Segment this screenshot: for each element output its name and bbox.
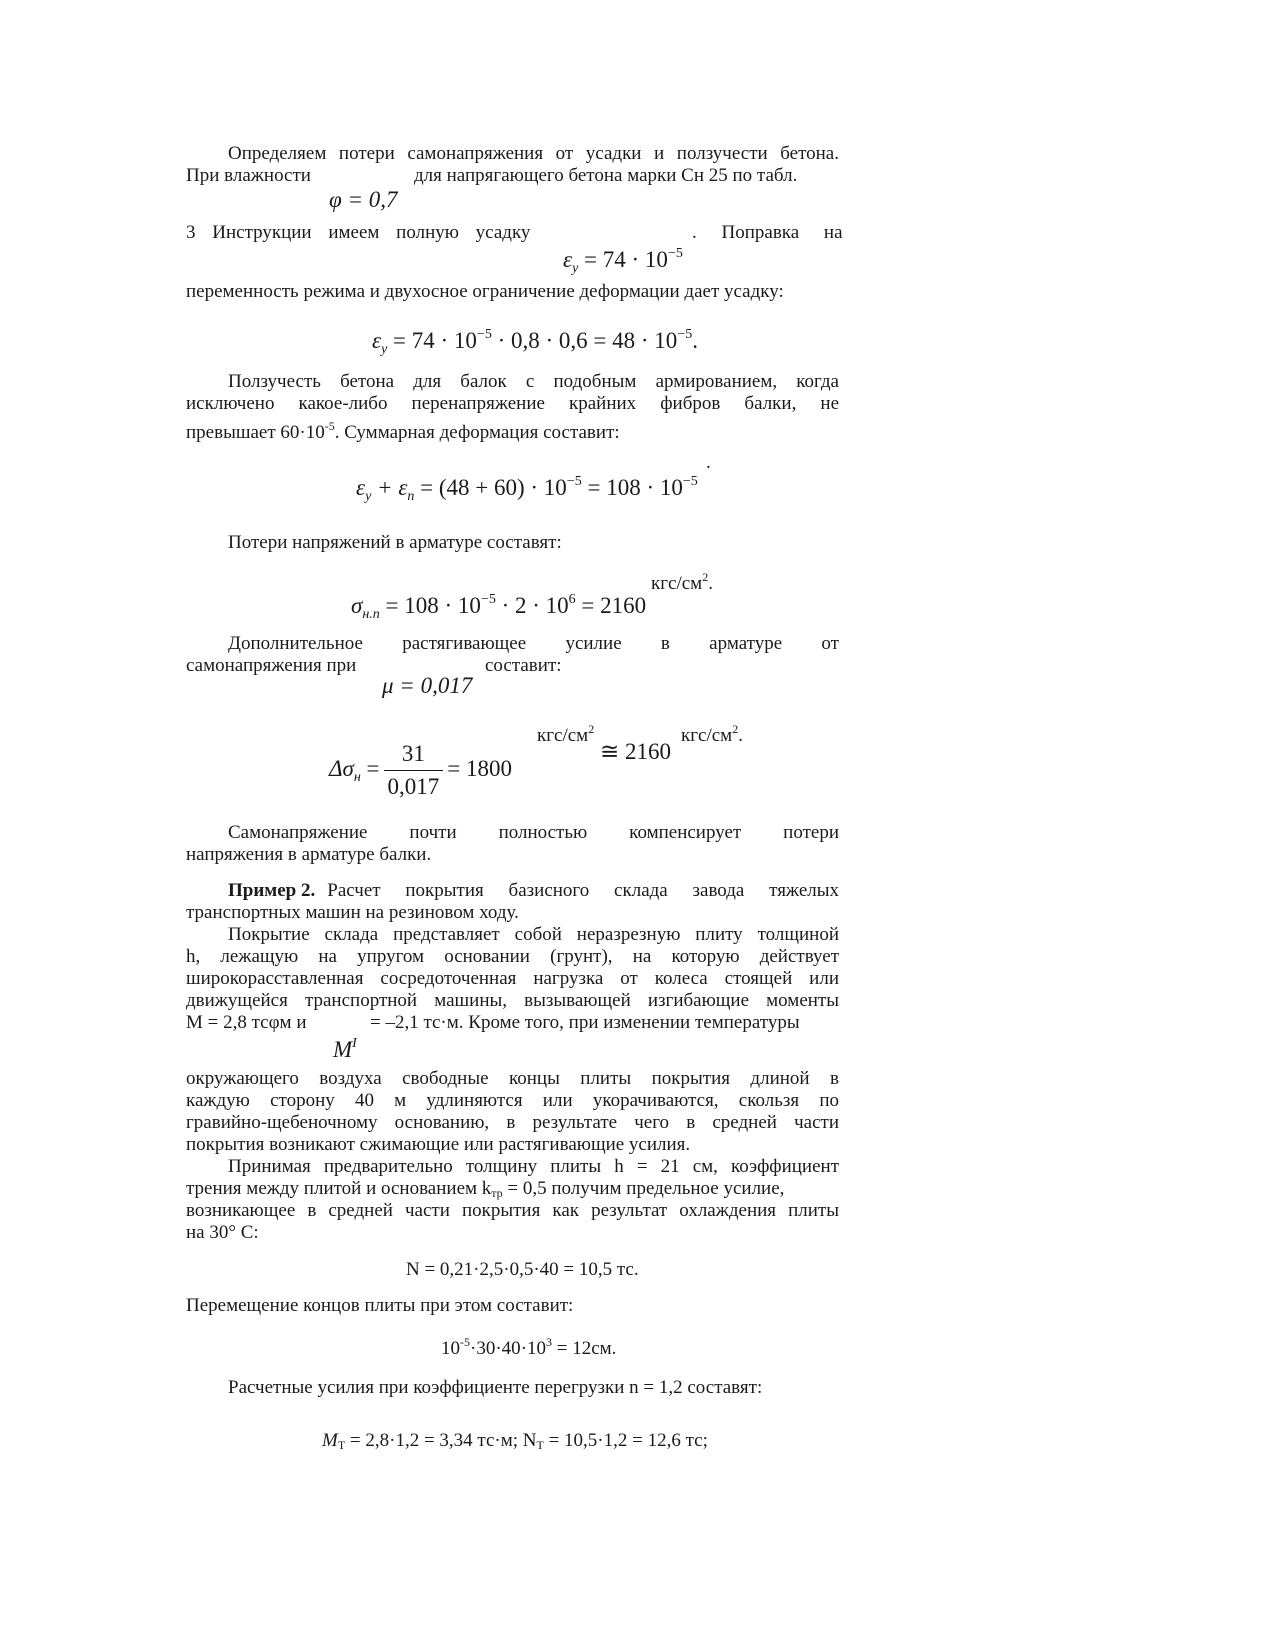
formula-text: = 74 · 10	[578, 247, 668, 272]
formula-moment	[333, 1030, 357, 1064]
text-run: кгс/см	[681, 725, 733, 746]
formula-additional-stress	[329, 740, 512, 801]
formula-text: = 74 · 10	[387, 328, 477, 353]
paragraph-line: на 30° С:	[186, 1222, 259, 1243]
paragraph-line: Самонапряжение почти полностью компенсирует потери	[228, 822, 839, 843]
superscript: -5	[324, 419, 335, 433]
paragraph-line: Дополнительное растягивающее усилие в арматуре от	[228, 633, 839, 654]
paragraph-line: каждую сторону 40 м удлиняются или укорачиваются, скользя по	[186, 1090, 839, 1111]
unit-label	[537, 718, 594, 747]
subscript: тр	[491, 1186, 503, 1200]
formula-superscript: I	[352, 1036, 357, 1051]
paragraph-line: напряжения в арматуре балки.	[186, 844, 432, 865]
example-heading-line	[228, 880, 839, 902]
text-run: трения между плитой и основанием k	[186, 1178, 492, 1199]
formula-subscript: n	[407, 489, 415, 504]
text-run: Расчет покрытия базисного склада завода тяжелых	[327, 880, 839, 901]
paragraph-line: M = 2,8 тсφм и	[186, 1012, 307, 1033]
subscript: T	[536, 1438, 544, 1452]
text-run: = 10,5·1,2 = 12,6 тс;	[543, 1430, 708, 1451]
formula-symbol: ε	[372, 328, 382, 353]
example-title: Пример 2.	[228, 880, 316, 901]
formula-displacement	[441, 1331, 616, 1360]
text-run: M	[322, 1430, 338, 1451]
text-run: = 0,5 получим предельное усилие,	[502, 1178, 785, 1199]
text-run: .	[708, 573, 713, 594]
paragraph-line: . Поправка на	[692, 222, 843, 243]
formula-text: = 108 · 10	[379, 593, 481, 618]
formula-exponent: −5	[677, 327, 693, 342]
text-run: кгс/см	[537, 725, 589, 746]
formula-text: = 108 · 10	[581, 475, 683, 500]
formula-approx	[600, 738, 671, 766]
text-run: ·30·40·10	[470, 1338, 546, 1359]
formula-stress-loss	[351, 586, 646, 629]
paragraph-line: транспортных машин на резиновом ходу.	[186, 902, 519, 923]
paragraph-line: Потери напряжений в арматуре составят:	[228, 532, 562, 553]
formula-text: · 2 · 10	[495, 593, 569, 618]
formula-subscript: н.п	[362, 607, 380, 622]
paragraph-line: переменность режима и двухосное ограничение деформации дает усадку:	[186, 281, 784, 302]
paragraph-line: движущейся транспортной машины, вызывающей изгибающие моменты	[186, 990, 839, 1011]
text-run: = 2,8·1,2 = 3,34 тс·м; N	[345, 1430, 537, 1451]
formula-force: N = 0,21·2,5·0,5·40 = 10,5 тс.	[406, 1259, 639, 1280]
paragraph-line: Определяем потери самонапряжения от усадки и ползучести бетона.	[228, 143, 839, 164]
paragraph-line: 3 Инструкции имеем полную усадку	[186, 222, 531, 243]
paragraph-line: возникающее в средней части покрытия как результат охлаждения плиты	[186, 1200, 839, 1221]
paragraph-line: Перемещение концов плиты при этом составит:	[186, 1295, 574, 1316]
fraction-denominator: 0,017	[387, 774, 440, 799]
formula-text: = 1800	[447, 755, 513, 781]
text-run: 10	[441, 1338, 460, 1359]
formula-text: · 0,8 · 0,6 = 48 · 10	[491, 328, 678, 353]
formula-text: φ = 0,7	[329, 187, 398, 212]
paragraph-line: широкорасставленная сосредоточенная нагрузка от колеса стоящей или	[186, 968, 839, 989]
paragraph-line	[186, 415, 620, 444]
formula-symbol: Δσ	[329, 755, 354, 781]
formula-text: = (48 + 60) · 10	[414, 475, 567, 500]
formula-text: ≅ 2160	[600, 739, 672, 764]
fraction-numerator: 31	[384, 740, 444, 771]
formula-symbol: σ	[351, 593, 363, 618]
formula-symbol: + ε	[371, 475, 408, 500]
formula-exponent: −5	[480, 592, 496, 607]
formula-shrinkage	[563, 240, 683, 283]
paragraph-line: покрытия возникают сжимающие или растягивающие усилия.	[186, 1134, 691, 1155]
formula-text: =	[360, 755, 380, 781]
text-run: кгс/см	[651, 573, 703, 594]
text-run: = 12см.	[551, 1338, 617, 1359]
text-run: .	[738, 725, 743, 746]
formula-symbol: ε	[563, 247, 573, 272]
formula-dot: .	[706, 452, 711, 473]
unit-label	[681, 718, 743, 747]
formula-subscript: н	[353, 769, 361, 785]
formula-exponent: −5	[682, 474, 698, 489]
formula-subscript: y	[572, 261, 579, 276]
formula-subscript: y	[381, 342, 388, 357]
superscript: 2	[588, 722, 595, 736]
superscript: 3	[545, 1335, 552, 1349]
paragraph-line: Покрытие склада представляет собой неразрезную плиту толщиной	[228, 924, 839, 945]
superscript: -5	[460, 1335, 470, 1349]
formula-shrinkage-corrected	[372, 321, 698, 364]
text-run: . Суммарная деформация составит:	[334, 422, 620, 443]
formula-exponent: −5	[476, 327, 492, 342]
formula-text: = 2160	[575, 593, 647, 618]
formula-exponent: −5	[667, 246, 683, 261]
formula-exponent: 6	[568, 592, 576, 607]
subscript: T	[337, 1438, 346, 1452]
superscript: 2	[702, 570, 709, 584]
paragraph-line: для напрягающего бетона марки Сн 25 по табл.	[414, 165, 798, 186]
paragraph-line: h, лежащую на упругом основании (грунт), на которую действует	[186, 946, 839, 967]
formula-text: .	[692, 328, 698, 353]
formula-fraction	[384, 740, 444, 801]
formula-symbol: M	[333, 1037, 353, 1062]
formula-design-forces	[322, 1430, 708, 1456]
paragraph-line: гравийно-щебеночному основанию, в результате чего в средней части	[186, 1112, 839, 1133]
formula-symbol: ε	[356, 475, 366, 500]
paragraph-line: самонапряжения при	[186, 655, 357, 676]
formula-phi	[329, 186, 398, 214]
paragraph-line: = –2,1 тс·м. Кроме того, при изменении температуры	[370, 1012, 800, 1033]
superscript: 2	[732, 722, 739, 736]
paragraph-line: Расчетные усилия при коэффициенте перегрузки n = 1,2 составят:	[228, 1377, 763, 1398]
formula-mu	[382, 672, 472, 700]
text-run: превышает 60·10	[186, 422, 325, 443]
formula-text: μ = 0,017	[382, 673, 473, 698]
formula-total-deformation	[356, 468, 698, 511]
paragraph-line: окружающего воздуха свободные концы плиты покрытия длиной в	[186, 1068, 839, 1089]
paragraph-line: составит:	[485, 655, 562, 676]
paragraph-line: Принимая предварительно толщину плиты h = 21 см, коэффициент	[228, 1156, 839, 1177]
formula-exponent: −5	[566, 474, 582, 489]
paragraph-line: исключено какое-либо перенапряжение крайних фибров балки, не	[186, 393, 839, 414]
unit-label	[651, 566, 713, 595]
formula-subscript: y	[365, 489, 372, 504]
paragraph-line: Ползучесть бетона для балок с подобным армированием, когда	[228, 371, 839, 392]
paragraph-line: При влажности	[186, 165, 311, 186]
